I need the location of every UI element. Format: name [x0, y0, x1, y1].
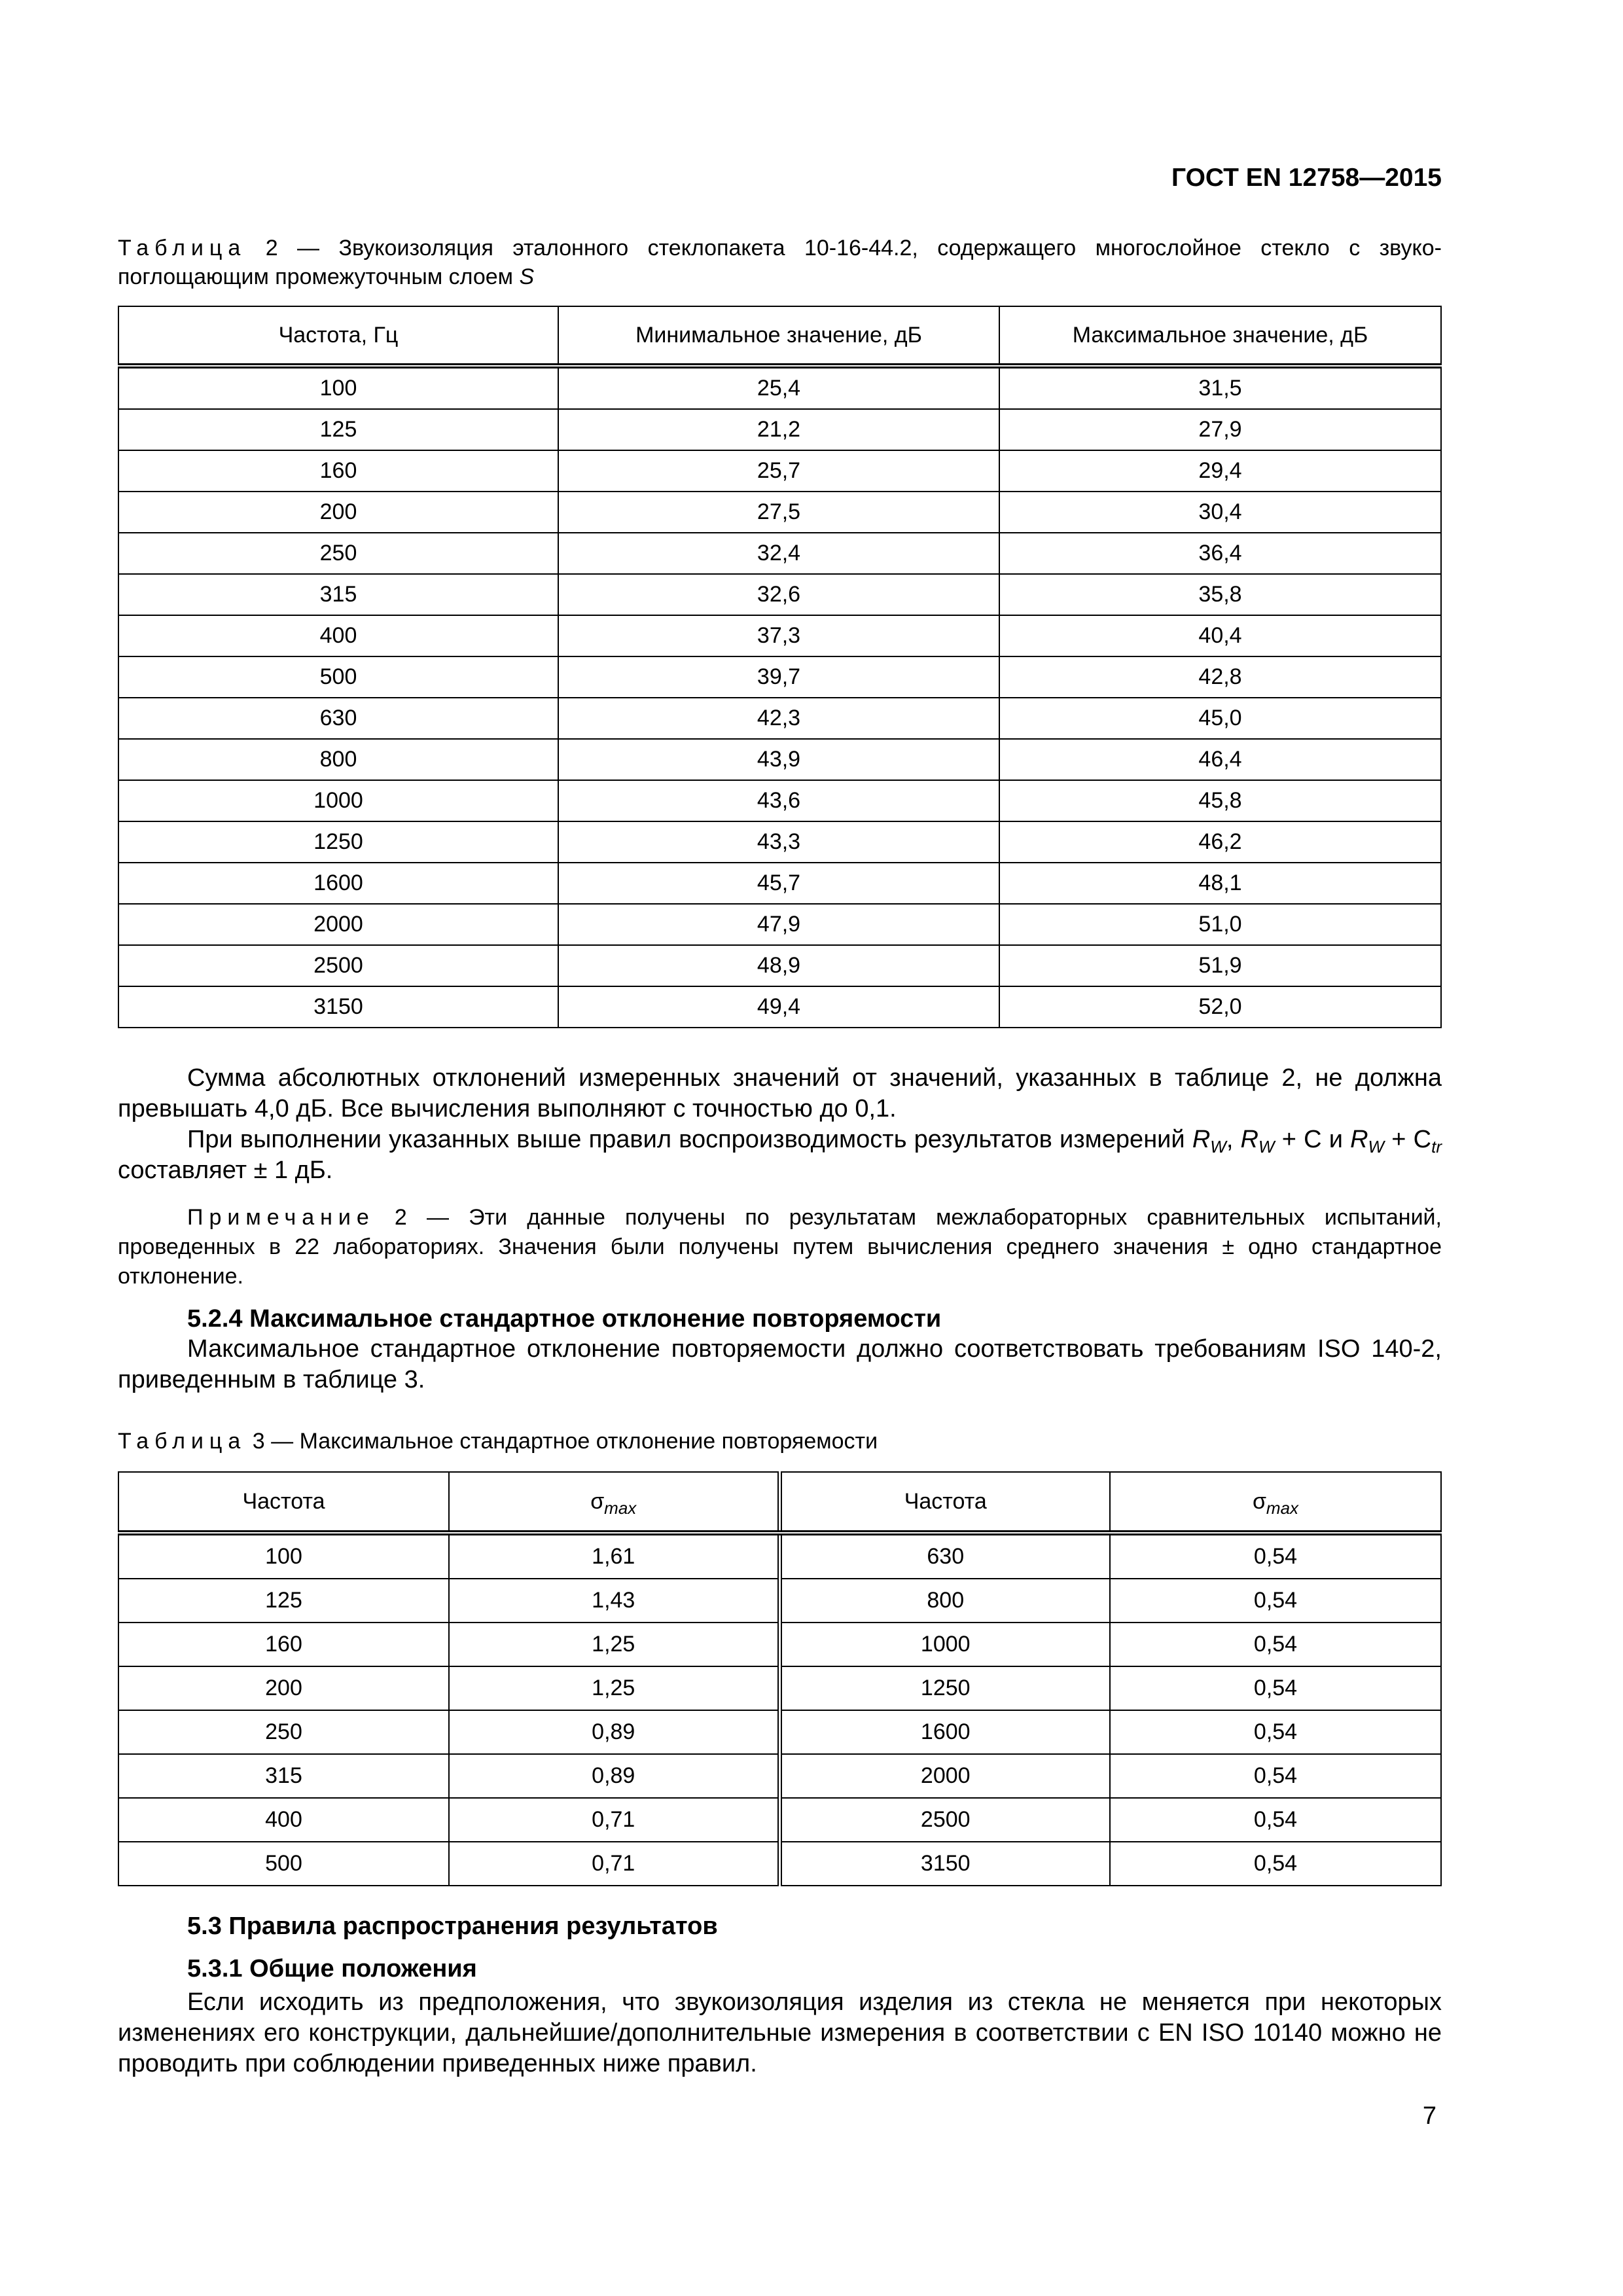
text: составляет ± 1 дБ.	[118, 1157, 333, 1184]
table-cell: 21,2	[558, 409, 999, 450]
table-row	[118, 1710, 1441, 1754]
header-frequency: Частота	[118, 1472, 449, 1533]
sigma: σ	[1252, 1488, 1266, 1514]
note-number: 2	[394, 1205, 407, 1230]
subscript-w: W	[1368, 1137, 1385, 1157]
symbol-r: R	[1240, 1126, 1258, 1153]
table-cell: 25,7	[558, 450, 999, 492]
table-cell: 51,9	[999, 945, 1441, 986]
table-cell: 500	[118, 1842, 449, 1886]
subscript-max: max	[1266, 1498, 1299, 1518]
table-cell: 51,0	[999, 904, 1441, 945]
table-cell: 0,89	[449, 1710, 779, 1754]
table-cell: 100	[118, 1533, 449, 1579]
table-cell: 0,54	[1110, 1579, 1441, 1623]
paragraph-sum-deviation: Сумма абсолютных отклонений измеренных значений от значений, указанных в таблице 2, не должна превышать 4,0 дБ. Все вычисления выполняют с точностью до 0,1.	[118, 1064, 1442, 1122]
table-row	[118, 1533, 1441, 1579]
caption-label: Таблица	[118, 236, 247, 260]
table-cell: 1600	[779, 1710, 1110, 1754]
caption-number: 2	[265, 236, 278, 260]
note-text: — Эти данные получены по результатам межлабораторных сравнительных испытаний, проведенных в 22 лабораториях. Значения были получены путем вычисления среднего значения ± одно стандартное отклонение.	[118, 1205, 1442, 1289]
table-row	[118, 739, 1441, 780]
symbol-c: C	[1413, 1126, 1432, 1153]
table-cell: 0,71	[449, 1842, 779, 1886]
table-cell: 160	[118, 1623, 449, 1666]
table-row	[118, 780, 1441, 821]
table-cell: 200	[118, 1666, 449, 1710]
table-row	[118, 1754, 1441, 1798]
sigma: σ	[590, 1488, 605, 1514]
table-cell: 31,5	[999, 366, 1441, 409]
table-cell: 0,89	[449, 1754, 779, 1798]
table-cell: 125	[118, 1579, 449, 1623]
table-cell: 46,2	[999, 821, 1441, 863]
table-cell: 40,4	[999, 615, 1441, 656]
table-row	[118, 904, 1441, 945]
table-cell: 1,43	[449, 1579, 779, 1623]
table-cell: 500	[118, 656, 558, 698]
section-5-3-1-heading: 5.3.1 Общие положения	[187, 1955, 477, 1982]
table2	[118, 306, 1442, 1028]
header-min: Минимальное значение, дБ	[558, 306, 999, 366]
table-cell: 800	[779, 1579, 1110, 1623]
table-row	[118, 986, 1441, 1028]
table-row	[118, 1579, 1441, 1623]
table-row	[118, 1798, 1441, 1842]
table-row	[118, 863, 1441, 904]
table-row	[118, 366, 1441, 409]
note-2	[118, 1203, 1442, 1291]
table-cell: 47,9	[558, 904, 999, 945]
table-cell: 0,54	[1110, 1798, 1441, 1842]
table-cell: 630	[779, 1533, 1110, 1579]
table-cell: 25,4	[558, 366, 999, 409]
table-row	[118, 533, 1441, 574]
table-header-row	[118, 306, 1441, 366]
table-row	[118, 656, 1441, 698]
caption-text: — Звукоизоляция эталонного стеклопакета 10-16-44.2, содержащего многослойное стекло с звуко-поглощающим промежуточным слоем	[118, 236, 1442, 289]
table-cell: 2500	[779, 1798, 1110, 1842]
table-row	[118, 945, 1441, 986]
text: + C и	[1281, 1126, 1343, 1153]
table-cell: 1,25	[449, 1623, 779, 1666]
header-max: Максимальное значение, дБ	[999, 306, 1441, 366]
subscript-tr: tr	[1431, 1137, 1442, 1157]
table-cell: 3150	[118, 986, 558, 1028]
table-row	[118, 698, 1441, 739]
table-header-row	[118, 1472, 1441, 1533]
table-cell: 43,9	[558, 739, 999, 780]
table-cell: 46,4	[999, 739, 1441, 780]
table-cell: 49,4	[558, 986, 999, 1028]
table-cell: 1250	[779, 1666, 1110, 1710]
subscript-w: W	[1210, 1137, 1226, 1157]
caption-number: 3	[252, 1429, 265, 1454]
table-row	[118, 574, 1441, 615]
table-cell: 48,1	[999, 863, 1441, 904]
table-cell: 35,8	[999, 574, 1441, 615]
table-cell: 250	[118, 533, 558, 574]
table-cell: 29,4	[999, 450, 1441, 492]
table-cell: 1000	[779, 1623, 1110, 1666]
header-sigma-max	[449, 1472, 779, 1533]
table-cell: 250	[118, 1710, 449, 1754]
caption-symbol: S	[519, 264, 535, 289]
table-cell: 1250	[118, 821, 558, 863]
table-cell: 1,25	[449, 1666, 779, 1710]
table3	[118, 1471, 1442, 1886]
table-cell: 30,4	[999, 492, 1441, 533]
table-cell: 52,0	[999, 986, 1441, 1028]
table-row	[118, 821, 1441, 863]
paragraph-reproducibility: При выполнении указанных выше правил воспроизводимость результатов измерений $R_W$, $R_W + C$ и $R_W + C_{tr}$ составляет ± 1 дБ.	[118, 1126, 1442, 1184]
table-row	[118, 409, 1441, 450]
table-cell: 0,71	[449, 1798, 779, 1842]
table-cell: 125	[118, 409, 558, 450]
table-cell: 1000	[118, 780, 558, 821]
note-label: Примечание	[187, 1205, 375, 1230]
table-cell: 32,6	[558, 574, 999, 615]
header-sigma-max	[1110, 1472, 1441, 1533]
table-cell: 160	[118, 450, 558, 492]
table-cell: 1,61	[449, 1533, 779, 1579]
table-cell: 42,8	[999, 656, 1441, 698]
table-cell: 0,54	[1110, 1842, 1441, 1886]
table-cell: 3150	[779, 1842, 1110, 1886]
table-cell: 1600	[118, 863, 558, 904]
table-cell: 27,5	[558, 492, 999, 533]
table-cell: 315	[118, 1754, 449, 1798]
table-cell: 200	[118, 492, 558, 533]
header-frequency: Частота, Гц	[118, 306, 558, 366]
table-cell: 800	[118, 739, 558, 780]
table-cell: 48,9	[558, 945, 999, 986]
table-cell: 630	[118, 698, 558, 739]
table-cell: 400	[118, 1798, 449, 1842]
table-row	[118, 1842, 1441, 1886]
subscript-w: W	[1258, 1137, 1275, 1157]
section-5-2-4-text: Максимальное стандартное отклонение повторяемости должно соответствовать требованиям ISO 140-2, приведенным в таблице 3.	[118, 1335, 1442, 1393]
table-row	[118, 450, 1441, 492]
section-5-2-4-heading: 5.2.4 Максимальное стандартное отклонение повторяемости	[187, 1305, 942, 1333]
caption-text: — Максимальное стандартное отклонение повторяемости	[271, 1429, 878, 1454]
document-code: ГОСТ EN 12758—2015	[1171, 164, 1442, 192]
section-5-3-1-text: Если исходить из предположения, что звукоизоляция изделия из стекла не меняется при некоторых изменениях его конструкции, дальнейшие/дополнительные измерения в соответствии с EN ISO 10140 можно не проводить при соблюдении приведенных ниже правил.	[118, 1988, 1442, 2077]
table-cell: 2000	[118, 904, 558, 945]
table-cell: 27,9	[999, 409, 1441, 450]
table-cell: 2500	[118, 945, 558, 986]
table-row	[118, 615, 1441, 656]
table-row	[118, 1623, 1441, 1666]
table-cell: 315	[118, 574, 558, 615]
table-row	[118, 1666, 1441, 1710]
table-cell: 43,3	[558, 821, 999, 863]
table-cell: 400	[118, 615, 558, 656]
table-cell: 2000	[779, 1754, 1110, 1798]
table-cell: 0,54	[1110, 1666, 1441, 1710]
section-5-3-heading: 5.3 Правила распространения результатов	[187, 1912, 718, 1940]
table-cell: 0,54	[1110, 1533, 1441, 1579]
table-cell: 36,4	[999, 533, 1441, 574]
table-cell: 42,3	[558, 698, 999, 739]
table-cell: 39,7	[558, 656, 999, 698]
table-cell: 43,6	[558, 780, 999, 821]
page-number: 7	[1422, 2102, 1436, 2130]
subscript-max: max	[604, 1498, 637, 1518]
table-cell: 45,8	[999, 780, 1441, 821]
symbol-r: R	[1350, 1126, 1368, 1153]
header-frequency: Частота	[779, 1472, 1110, 1533]
table-cell: 32,4	[558, 533, 999, 574]
table-cell: 0,54	[1110, 1623, 1441, 1666]
table-cell: 37,3	[558, 615, 999, 656]
caption-label: Таблица	[118, 1429, 247, 1454]
symbol-r: R	[1192, 1126, 1211, 1153]
table-cell: 45,0	[999, 698, 1441, 739]
table-cell: 0,54	[1110, 1710, 1441, 1754]
table2-caption	[118, 234, 1442, 291]
table3-caption	[118, 1427, 1442, 1456]
text: При выполнении указанных выше правил воспроизводимость результатов измерений	[187, 1126, 1185, 1153]
table-cell: 45,7	[558, 863, 999, 904]
table-cell: 0,54	[1110, 1754, 1441, 1798]
table-row	[118, 492, 1441, 533]
table-cell: 100	[118, 366, 558, 409]
